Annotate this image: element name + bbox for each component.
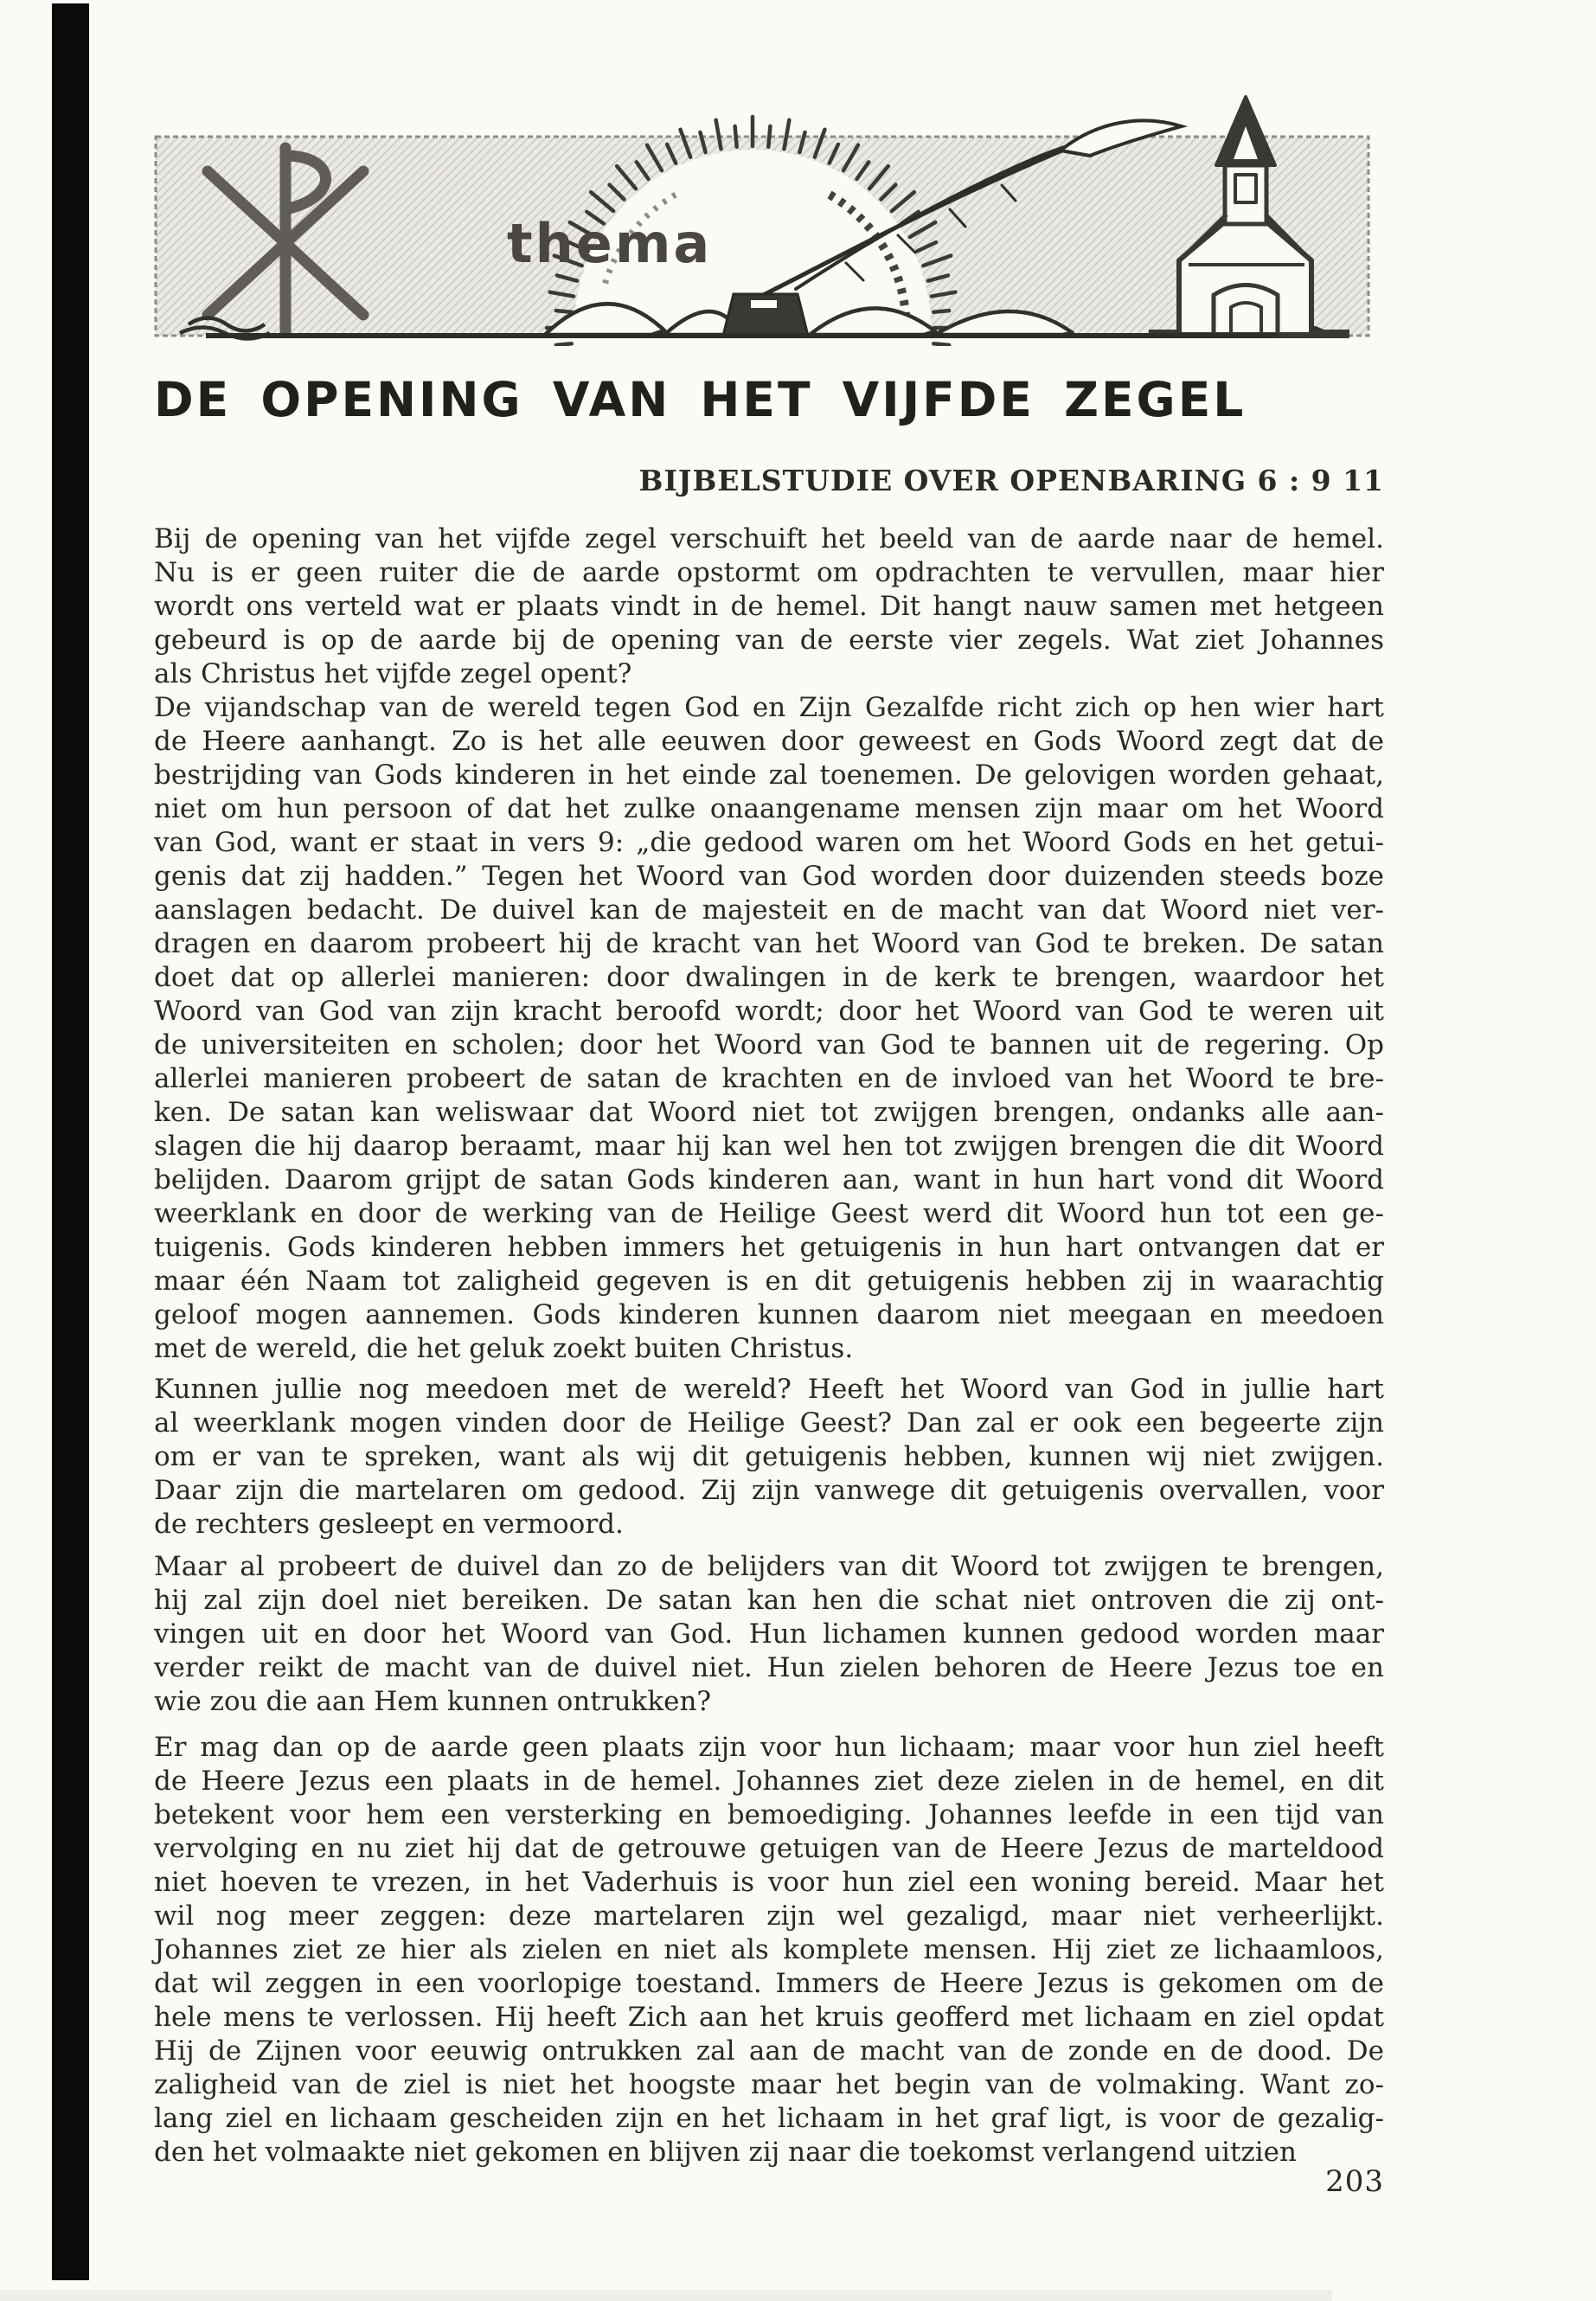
text-line: de Heere aanhangt. Zo is het alle eeuwen door geweest en Gods Woord zegt dat de <box>154 726 1384 757</box>
text-line: Daar zijn die martelaren om gedood. Zij zijn vanwege dit getuigenis overvallen, voor <box>154 1475 1384 1506</box>
text-line: bestrijding van Gods kinderen in het einde zal toenemen. De gelovigen worden gehaat, <box>154 760 1384 791</box>
text-line: vervolging en nu ziet hij dat de getrouwe getuigen van de Heere Jezus de marteldood <box>154 1833 1384 1864</box>
text-line: als Christus het vijfde zegel opent? <box>154 658 632 689</box>
text-line: slagen die hij daarop beraamt, maar hij kan wel hen tot zwijgen brengen die dit Woord <box>154 1131 1384 1162</box>
text-line: niet hoeven te vrezen, in het Vaderhuis is voor hun ziel een woning bereid. Maar het <box>154 1867 1384 1898</box>
text-line: Bij de opening van het vijfde zegel verschuift het beeld van de aarde naar de hemel. <box>154 523 1384 554</box>
text-line: hele mens te verlossen. Hij heeft Zich aan het kruis geofferd met lichaam en ziel opdat <box>154 2002 1384 2033</box>
page-number: 203 <box>1325 2164 1384 2199</box>
page-title: DE OPENING VAN HET VIJFDE ZEGEL <box>154 372 1247 427</box>
paragraph <box>154 1550 1384 1719</box>
text-line: niet om hun persoon of dat het zulke onaangename mensen zijn maar om het Woord <box>154 793 1384 824</box>
text-line: Woord van God van zijn kracht beroofd wordt; door het Woord van God te weren uit <box>154 996 1384 1027</box>
text-line: met de wereld, die het geluk zoekt buiten Christus. <box>154 1333 854 1364</box>
text-line: lang ziel en lichaam gescheiden zijn en het lichaam in het graf ligt, is voor de gezalig- <box>154 2103 1384 2134</box>
text-line: weerklank en door de werking van de Heilige Geest werd dit Woord hun tot een ge- <box>154 1198 1384 1229</box>
text-line: wie zou die aan Hem kunnen ontrukken? <box>154 1686 712 1717</box>
text-line: de Heere Jezus een plaats in de hemel. Johannes ziet deze zielen in de hemel, en dit <box>154 1766 1384 1797</box>
article <box>154 522 1384 2170</box>
banner-illustration <box>154 83 1384 346</box>
paragraph <box>154 691 1384 1366</box>
paragraph <box>154 1731 1384 2170</box>
text-line: De vijandschap van de wereld tegen God en Zijn Gezalfde richt zich op hen wier hart <box>154 692 1384 723</box>
text-line: al weerklank mogen vinden door de Heilige Geest? Dan zal er ook een begeerte zijn <box>154 1407 1384 1439</box>
text-line: maar één Naam tot zaligheid gegeven is en dit getuigenis hebben zij in waarachtig <box>154 1266 1384 1297</box>
text-line: wordt ons verteld wat er plaats vindt in de hemel. Dit hangt nauw samen met hetgeen <box>154 591 1384 622</box>
text-line: de universiteiten en scholen; door het Woord van God te bannen uit de regering. Op <box>154 1029 1384 1061</box>
text-line: Johannes ziet ze hier als zielen en niet als komplete mensen. Hij ziet ze lichaamloos, <box>154 1934 1384 1965</box>
text-line: zaligheid van de ziel is niet het hoogste maar het begin van de volmaking. Want zo- <box>154 2069 1384 2100</box>
text-line: dat wil zeggen in een voorlopige toestand. Immers de Heere Jezus is gekomen om de <box>154 1968 1384 1999</box>
text-line: van God, want er staat in vers 9: „die gedood waren om het Woord Gods en het getui- <box>154 827 1384 858</box>
text-line: om er van te spreken, want als wij dit getuigenis hebben, kunnen wij niet zwijgen. <box>154 1441 1384 1472</box>
text-line: tuigenis. Gods kinderen hebben immers het getuigenis in hun hart ontvangen dat er <box>154 1232 1384 1263</box>
banner-art <box>154 83 1384 346</box>
text-line: Nu is er geen ruiter die de aarde opstormt om opdrachten te vervullen, maar hier <box>154 557 1384 588</box>
text-line: doet dat op allerlei manieren: door dwalingen in de kerk te brengen, waardoor het <box>154 962 1384 993</box>
text-line: belijden. Daarom grijpt de satan Gods kinderen aan, want in hun hart vond dit Woord <box>154 1164 1384 1195</box>
text-line: ken. De satan kan weliswaar dat Woord niet tot zwijgen brengen, ondanks alle aan- <box>154 1097 1384 1128</box>
text-line: Er mag dan op de aarde geen plaats zijn voor hun lichaam; maar voor hun ziel heeft <box>154 1732 1384 1763</box>
text-line: aanslagen bedacht. De duivel kan de majesteit en de macht van dat Woord niet ver- <box>154 894 1384 926</box>
text-line: de rechters gesleept en vermoord. <box>154 1509 624 1540</box>
thema-brand-text: thema <box>507 212 713 275</box>
text-line: geloof mogen aannemen. Gods kinderen kunnen daarom niet meegaan en meedoen <box>154 1299 1384 1330</box>
text-line: gebeurd is op de aarde bij de opening van de eerste vier zegels. Wat ziet Johannes <box>154 625 1384 656</box>
text-line: vingen uit en door het Woord van God. Hun lichamen kunnen gedood worden maar <box>154 1618 1384 1650</box>
paragraph <box>154 522 1384 691</box>
text-line: betekent voor hem een versterking en bemoediging. Johannes leefde in een tijd van <box>154 1799 1384 1830</box>
text-line: Kunnen jullie nog meedoen met de wereld? Heeft het Woord van God in jullie hart <box>154 1374 1384 1405</box>
text-line: hij zal zijn doel niet bereiken. De satan kan hen die schat niet ontroven die zij ont- <box>154 1585 1384 1616</box>
text-line: Maar al probeert de duivel dan zo de belijders van dit Woord tot zwijgen te brengen, <box>154 1551 1384 1582</box>
text-line: den het volmaakte niet gekomen en blijven zij naar die toekomst verlangend uitzien <box>154 2137 1297 2168</box>
scan-edge-bar <box>52 3 89 2280</box>
page-subtitle: BIJBELSTUDIE OVER OPENBARING 6 : 9 11 <box>638 464 1384 497</box>
text-line: allerlei manieren probeert de satan de krachten en de invloed van het Woord te bre- <box>154 1063 1384 1094</box>
text-line: genis dat zij hadden.” Tegen het Woord van God worden door duizenden steeds boze <box>154 861 1384 892</box>
inkwell-icon <box>723 294 808 336</box>
paragraph <box>154 1373 1384 1541</box>
text-line: Hij de Zijnen voor eeuwig ontrukken zal aan de macht van de zonde en de dood. De <box>154 2035 1384 2067</box>
text-line: dragen en daarom probeert hij de kracht van het Woord van God te breken. De satan <box>154 928 1384 959</box>
text-line: verder reikt de macht van de duivel niet. Hun zielen behoren de Heere Jezus toe en <box>154 1652 1384 1683</box>
text-line: wil nog meer zeggen: deze martelaren zijn wel gezaligd, maar niet verheerlijkt. <box>154 1900 1384 1932</box>
scan-bottom-strip <box>0 2290 1332 2301</box>
